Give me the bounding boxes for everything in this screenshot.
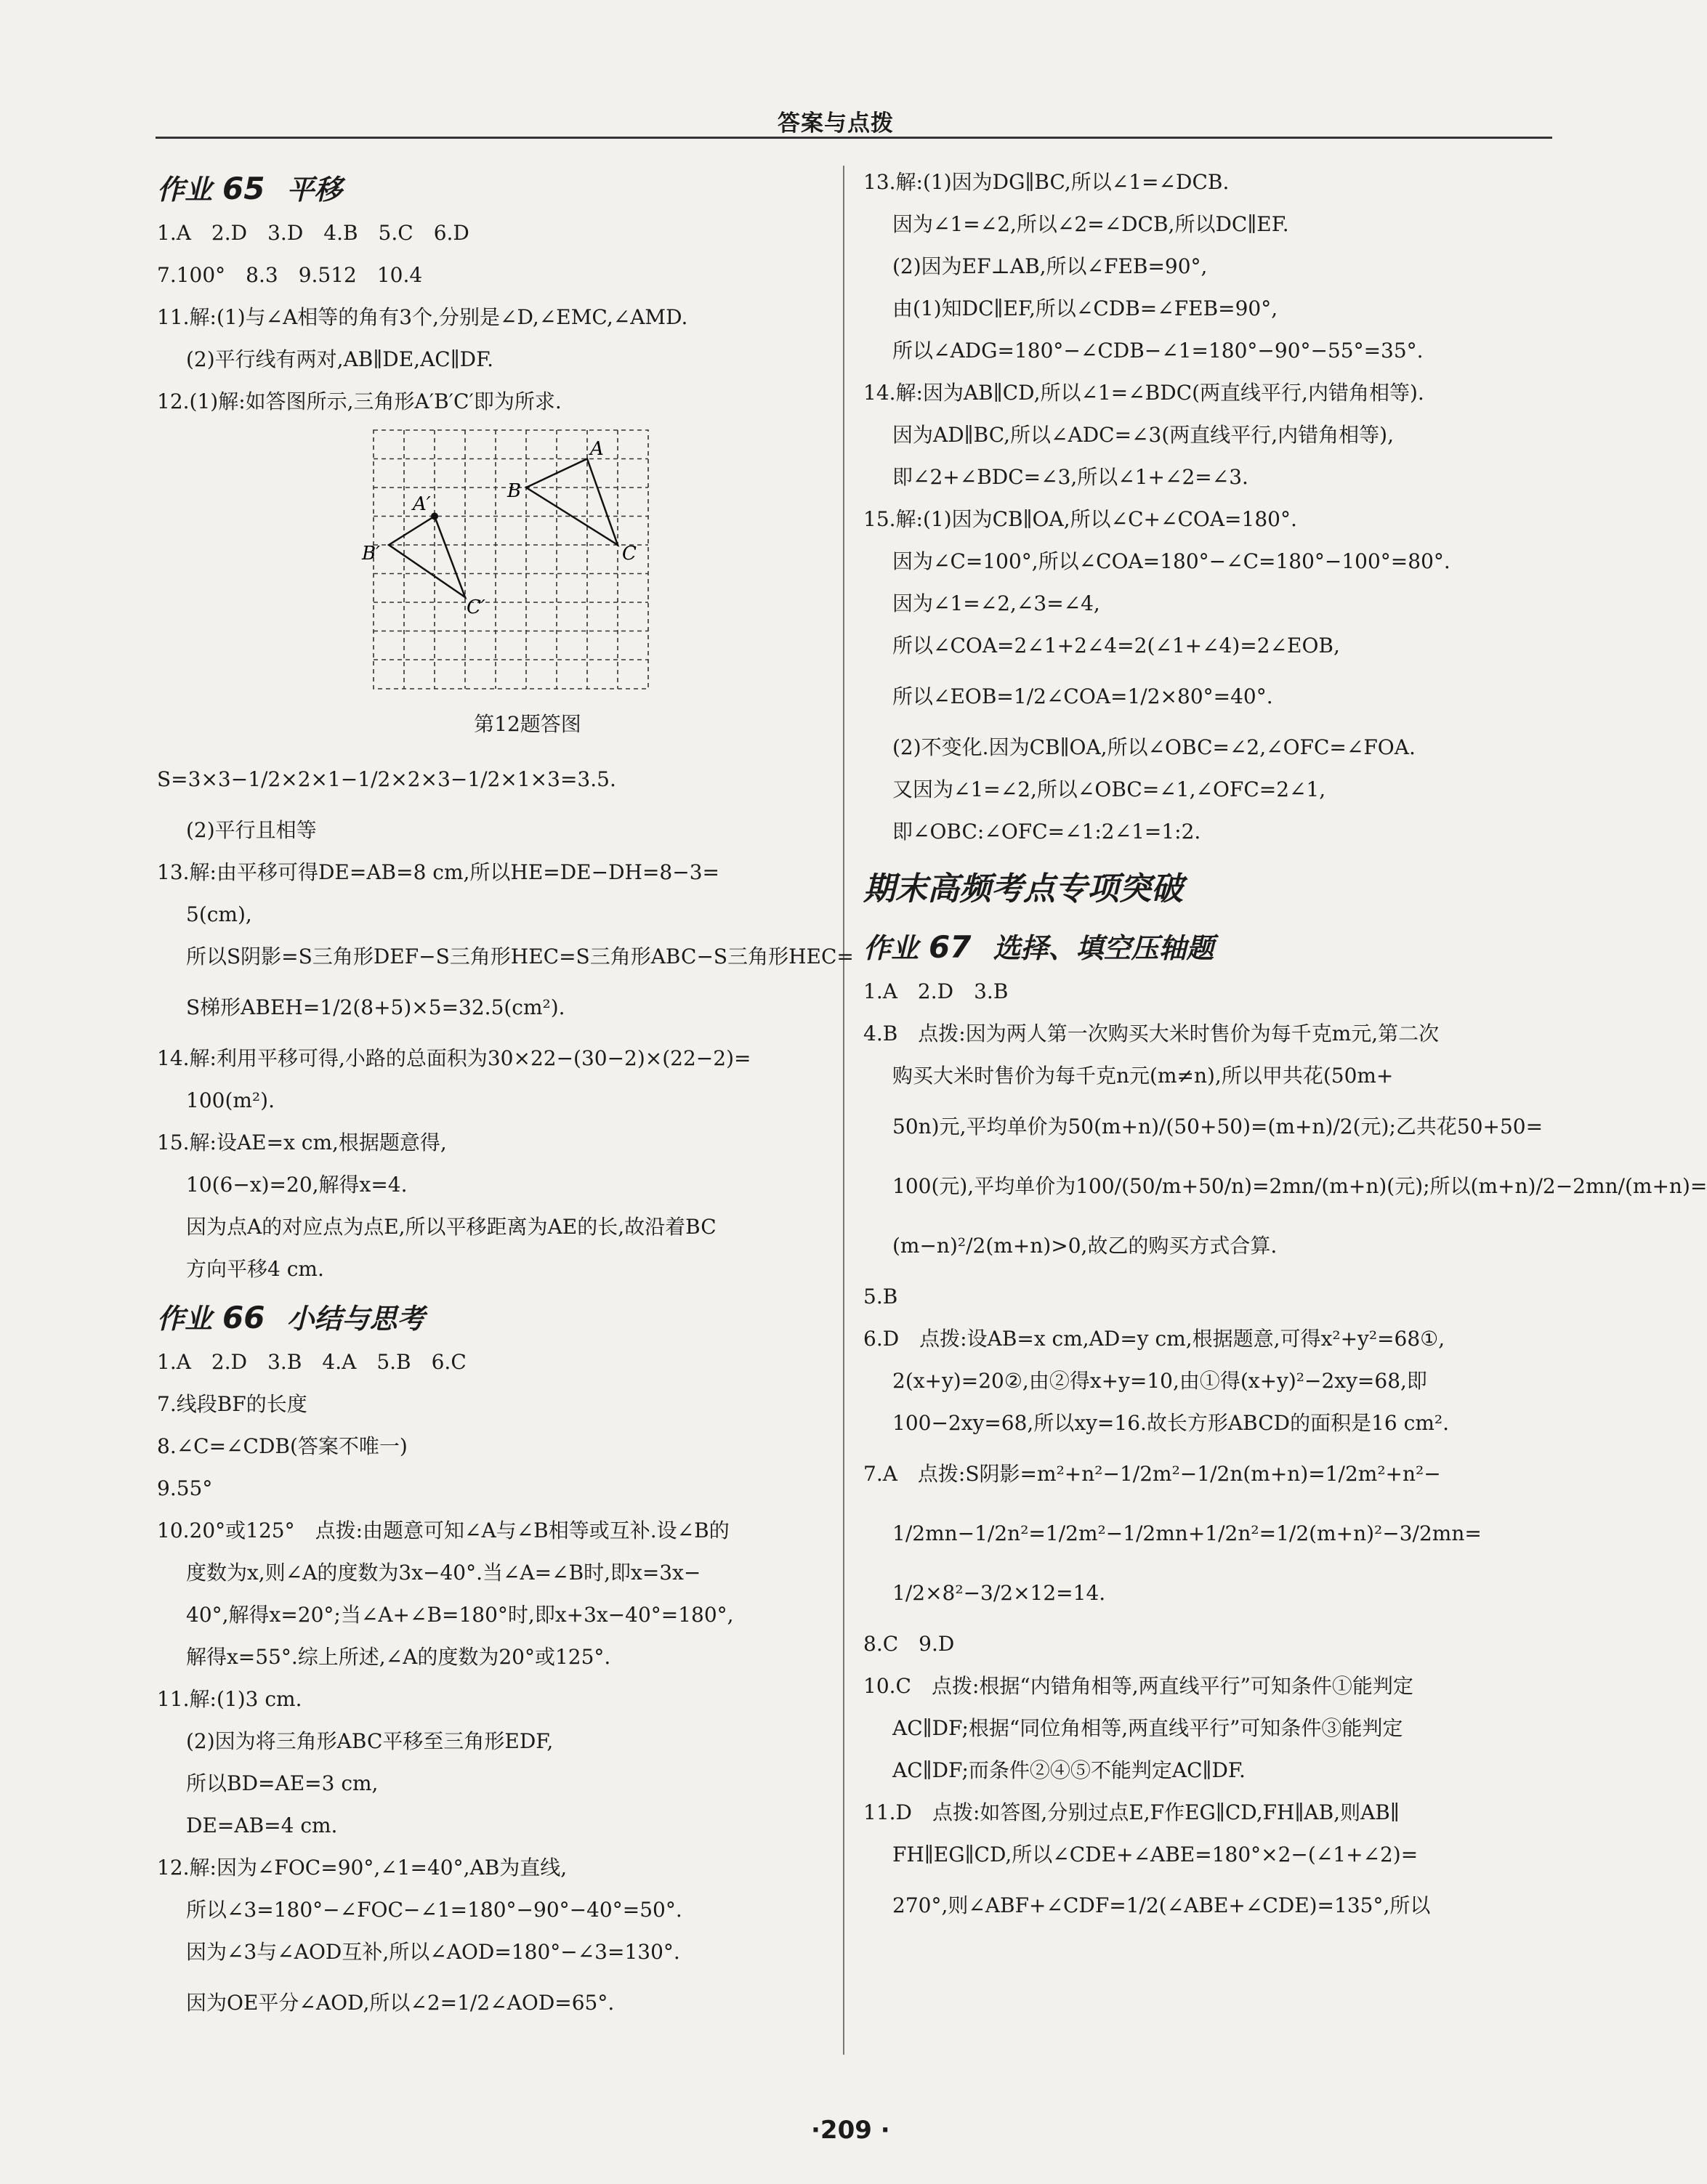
answer-line: 即∠2+∠BDC=∠3,所以∠1+∠2=∠3.	[892, 465, 1248, 489]
answer-line: FH∥EG∥CD,所以∠CDE+∠ABE=180°×2−(∠1+∠2)=	[892, 1843, 1419, 1866]
answer-line: 所以∠ADG=180°−∠CDB−∠1=180°−90°−55°=35°.	[892, 339, 1424, 363]
answer-line: 6.D 点拨:设AB=x cm,AD=y cm,根据题意,可得x²+y²=68①,	[863, 1327, 1445, 1351]
header-title: 答案与点拨	[778, 110, 894, 137]
label-b-prime: B′	[362, 543, 381, 565]
answer-line: S梯形ABEH=1/2(8+5)×5=32.5(cm²).	[186, 995, 565, 1019]
answer-line: 购买大米时售价为每千克n元(m≠n),所以甲共花(50m+	[892, 1064, 1394, 1088]
answer-line: 11.解:(1)3 cm.	[157, 1687, 302, 1711]
label-a-prime: A′	[413, 493, 431, 515]
answer-line: 11.解:(1)与∠A相等的角有3个,分别是∠D,∠EMC,∠AMD.	[157, 305, 688, 329]
answer-line: 100−2xy=68,所以xy=16.故长方形ABCD的面积是16 cm².	[892, 1411, 1449, 1435]
answer-line: 8.C 9.D	[863, 1632, 955, 1656]
answer-line: 解得x=55°.综上所述,∠A的度数为20°或125°.	[186, 1645, 611, 1669]
answer-line: (m−n)²/2(m+n)>0,故乙的购买方式合算.	[892, 1234, 1278, 1258]
answer-line: 所以∠COA=2∠1+2∠4=2(∠1+∠4)=2∠EOB,	[892, 634, 1340, 658]
answer-line: 所以∠3=180°−∠FOC−∠1=180°−90°−40°=50°.	[186, 1898, 682, 1922]
answer-line: 1.A 2.D 3.B	[863, 979, 1009, 1003]
answer-line: 100(元),平均单价为100/(50/m+50/n)=2mn/(m+n)(元);所以(m+n)/2−2mn/(m+n)=	[892, 1174, 1707, 1198]
answer-line: 13.解:由平移可得DE=AB=8 cm,所以HE=DE−DH=8−3=	[157, 860, 719, 884]
answer-line: 11.D 点拨:如答图,分别过点E,F作EG∥CD,FH∥AB,则AB∥	[863, 1800, 1400, 1824]
label-c-prime: C′	[467, 596, 485, 618]
figure-12	[157, 423, 826, 699]
figure-caption: 第12题答图	[474, 712, 581, 736]
answer-line: 因为∠C=100°,所以∠COA=180°−∠C=180°−100°=80°.	[892, 549, 1450, 573]
answer-line: 5.B	[863, 1285, 898, 1309]
answer-line: 因为AD∥BC,所以∠ADC=∠3(两直线平行,内错角相等),	[892, 423, 1394, 447]
triangle-abc	[526, 459, 618, 546]
left-column	[157, 161, 854, 2033]
chapter-heading: 期末高频考点专项突破	[863, 870, 1183, 907]
section-heading-65: 作业 65 平移	[157, 171, 342, 206]
answer-line: 1.A 2.D 3.B 4.A 5.B 6.C	[157, 1350, 467, 1374]
answer-line: 7.A 点拨:S阴影=m²+n²−1/2m²−1/2n(m+n)=1/2m²+n²−	[863, 1462, 1441, 1486]
answer-line: 因为OE平分∠AOD,所以∠2=1/2∠AOD=65°.	[186, 1991, 615, 2015]
answer-line: (2)不变化.因为CB∥OA,所以∠OBC=∠2,∠OFC=∠FOA.	[892, 735, 1416, 759]
answer-line: 12.解:因为∠FOC=90°,∠1=40°,AB为直线,	[157, 1856, 568, 1880]
section-heading-66: 作业 66 小结与思考	[157, 1300, 425, 1335]
answer-line: 所以S阴影=S三角形DEF−S三角形HEC=S三角形ABC−S三角形HEC=	[186, 945, 854, 968]
page-number: ·209 ·	[811, 2116, 890, 2145]
answer-line: 13.解:(1)因为DG∥BC,所以∠1=∠DCB.	[863, 170, 1230, 194]
answer-line: 100(m²).	[186, 1088, 275, 1112]
answer-line: 1/2mn−1/2n²=1/2m²−1/2mn+1/2n²=1/2(m+n)²−3/2mn=	[892, 1521, 1482, 1545]
section-heading-67: 作业 67 选择、填空压轴题	[863, 929, 1214, 965]
answer-line: 即∠OBC:∠OFC=∠1:2∠1=1:2.	[892, 820, 1201, 844]
header-rule	[156, 137, 1552, 139]
answer-line: 度数为x,则∠A的度数为3x−40°.当∠A=∠B时,即x=3x−	[186, 1561, 701, 1585]
answer-line: 1/2×8²−3/2×12=14.	[892, 1581, 1106, 1605]
answer-line: 因为∠1=∠2,所以∠2=∠DCB,所以DC∥EF.	[892, 212, 1289, 236]
label-a: A	[590, 438, 604, 460]
answer-line: 15.解:(1)因为CB∥OA,所以∠C+∠COA=180°.	[863, 507, 1297, 531]
grid-diagram	[359, 423, 650, 693]
triangle-abc-prime	[389, 517, 465, 598]
answer-line: 12.(1)解:如答图所示,三角形A′B′C′即为所求.	[157, 389, 562, 413]
dashed-grid	[374, 430, 648, 689]
answer-line: 2(x+y)=20②,由②得x+y=10,由①得(x+y)²−2xy=68,即	[892, 1369, 1427, 1393]
answer-line: 由(1)知DC∥EF,所以∠CDB=∠FEB=90°,	[892, 296, 1278, 320]
right-column	[863, 161, 1707, 1936]
label-b: B	[507, 480, 522, 502]
answer-line: 方向平移4 cm.	[186, 1257, 324, 1281]
answer-line: S=3×3−1/2×2×1−1/2×2×3−1/2×1×3=3.5.	[157, 767, 616, 791]
answer-line: 因为∠1=∠2,∠3=∠4,	[892, 591, 1100, 615]
answer-line: (2)平行且相等	[186, 818, 317, 842]
answer-line: 因为∠3与∠AOD互补,所以∠AOD=180°−∠3=130°.	[186, 1940, 680, 1964]
answer-line: 10(6−x)=20,解得x=4.	[186, 1173, 408, 1197]
answer-line: 9.55°	[157, 1476, 213, 1500]
answer-line: 所以∠EOB=1/2∠COA=1/2×80°=40°.	[892, 684, 1273, 708]
answer-line: 50n)元,平均单价为50(m+n)/(50+50)=(m+n)/2(元);乙共花50+50=	[892, 1115, 1543, 1138]
answer-line: (2)平行线有两对,AB∥DE,AC∥DF.	[186, 347, 494, 371]
answer-line: (2)因为将三角形ABC平移至三角形EDF,	[186, 1729, 554, 1753]
answer-line: 40°,解得x=20°;当∠A+∠B=180°时,即x+3x−40°=180°,	[186, 1603, 734, 1627]
answer-line: 7.线段BF的长度	[157, 1392, 307, 1416]
answer-line: (2)因为EF⊥AB,所以∠FEB=90°,	[892, 254, 1208, 278]
answer-line: 14.解:利用平移可得,小路的总面积为30×22−(30−2)×(22−2)=	[157, 1046, 751, 1070]
answer-line: 7.100° 8.3 9.512 10.4	[157, 263, 423, 287]
answer-line: AC∥DF;而条件②④⑤不能判定AC∥DF.	[892, 1758, 1246, 1782]
answer-line: 因为点A的对应点为点E,所以平移距离为AE的长,故沿着BC	[186, 1215, 717, 1239]
answer-line: 又因为∠1=∠2,所以∠OBC=∠1,∠OFC=2∠1,	[892, 777, 1326, 801]
answer-line: 4.B 点拨:因为两人第一次购买大米时售价为每千克m元,第二次	[863, 1022, 1440, 1046]
answer-line: 15.解:设AE=x cm,根据题意得,	[157, 1131, 447, 1154]
answer-line: AC∥DF;根据“同位角相等,两直线平行”可知条件③能判定	[892, 1716, 1403, 1740]
answer-line: 1.A 2.D 3.D 4.B 5.C 6.D	[157, 221, 469, 245]
answer-line: 8.∠C=∠CDB(答案不唯一)	[157, 1434, 408, 1458]
answer-line: 14.解:因为AB∥CD,所以∠1=∠BDC(两直线平行,内错角相等).	[863, 381, 1424, 405]
answer-line: 10.20°或125° 点拨:由题意可知∠A与∠B相等或互补.设∠B的	[157, 1518, 730, 1542]
answer-line: 5(cm),	[186, 902, 252, 926]
answer-line: 270°,则∠ABF+∠CDF=1/2(∠ABE+∠CDE)=135°,所以	[892, 1893, 1431, 1917]
answer-line: DE=AB=4 cm.	[186, 1813, 338, 1837]
column-divider	[843, 166, 844, 2055]
answer-line: 所以BD=AE=3 cm,	[186, 1771, 379, 1795]
label-c: C	[622, 543, 637, 565]
point-a-prime	[431, 513, 438, 520]
answer-line: 10.C 点拨:根据“内错角相等,两直线平行”可知条件①能判定	[863, 1674, 1413, 1698]
